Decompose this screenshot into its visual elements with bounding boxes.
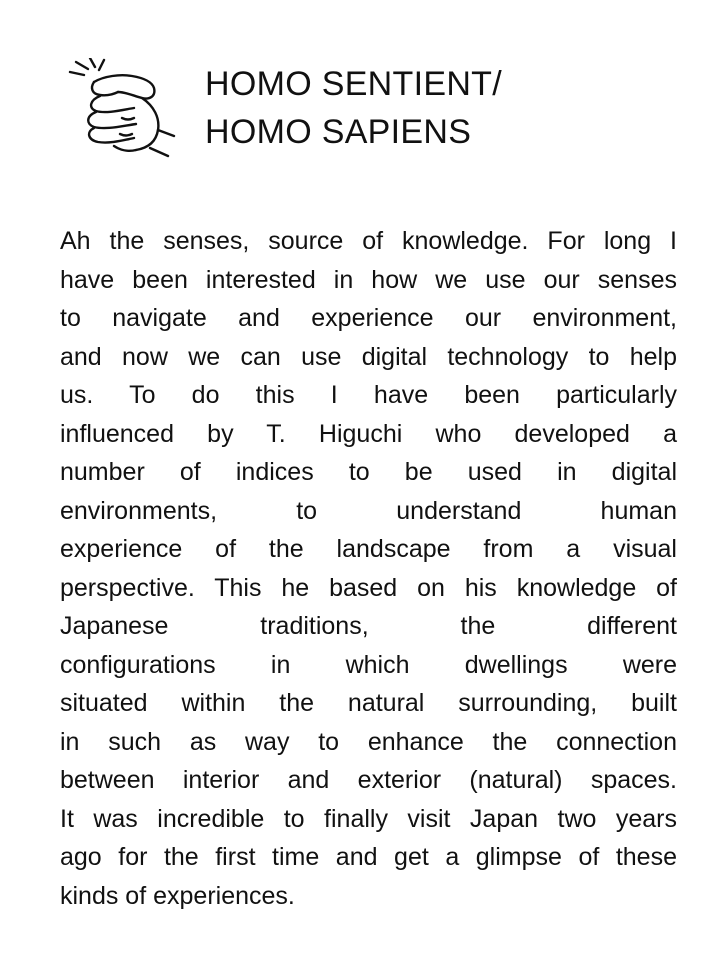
body-paragraph xyxy=(60,222,677,915)
body-line: experience of the landscape from a visual xyxy=(60,535,677,563)
snapping-fingers-hand-icon xyxy=(64,58,176,160)
title-line-2: HOMO SAPIENS xyxy=(205,113,472,151)
body-line: between interior and exterior (natural) spaces. xyxy=(60,766,677,794)
body-line: us. To do this I have been particularly xyxy=(60,381,677,409)
body-line: Ah the senses, source of knowledge. For long I xyxy=(60,227,677,255)
body-line: configurations in which dwellings were xyxy=(60,650,677,679)
body-line: to navigate and experience our environment, xyxy=(60,304,677,332)
body-line: influenced by T. Higuchi who developed a xyxy=(60,419,677,448)
body-line: environments, to understand human xyxy=(60,496,677,525)
body-line: number of indices to be used in digital xyxy=(60,458,677,486)
body-line: kinds of experiences. xyxy=(60,881,295,910)
body-line: ago for the first time and get a glimpse of these xyxy=(60,843,677,871)
page-title xyxy=(205,60,502,156)
body-line: perspective. This he based on his knowledge of xyxy=(60,573,677,602)
body-line: and now we can use digital technology to help xyxy=(60,342,677,371)
body-line: situated within the natural surrounding, built xyxy=(60,689,677,717)
title-line-1: HOMO SENTIENT/ xyxy=(205,65,502,103)
body-line: have been interested in how we use our senses xyxy=(60,265,677,294)
body-line: in such as way to enhance the connection xyxy=(60,727,677,756)
body-line: Japanese traditions, the different xyxy=(60,612,677,640)
body-line: It was incredible to finally visit Japan two years xyxy=(60,804,677,833)
